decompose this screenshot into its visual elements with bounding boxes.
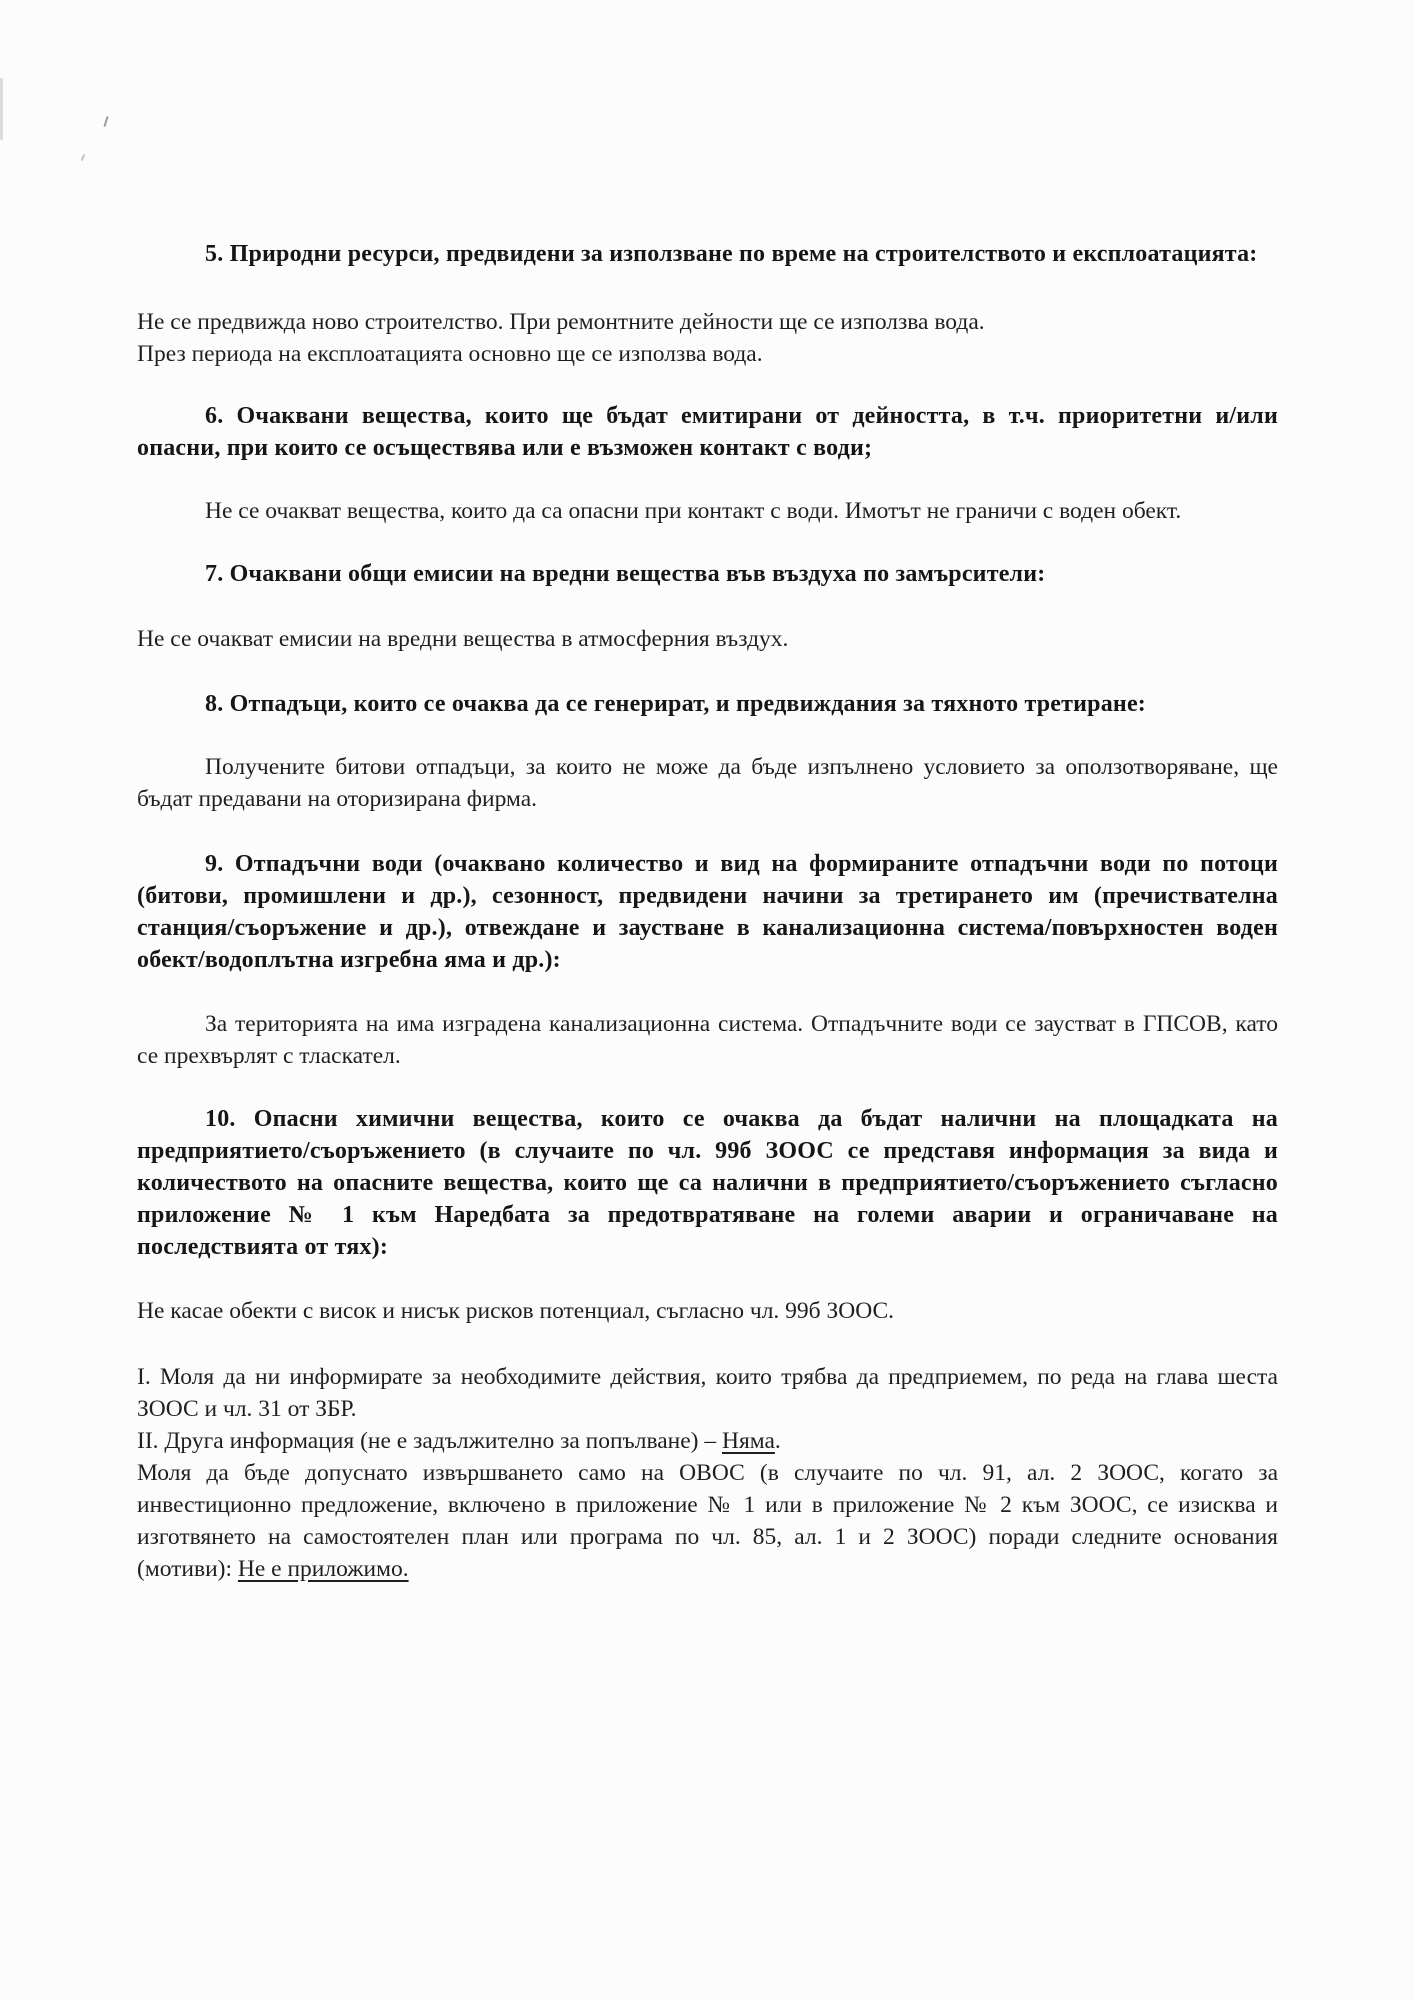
- closing-item-2-period: .: [774, 1428, 781, 1454]
- scan-artifact-mark: [81, 154, 86, 161]
- section-9-heading: 9. Отпадъчни води (очаквано количество и вид на формираните отпадъчни води по потоци (битови, промишлени и др.), сезонност, предвидени начини за третирането им (пречиствателна станция/съоръжение и др.), отвеждане и заустване в канализационна система/повърхностен воден обект/водоплътна изгребна яма и др.):: [137, 851, 1278, 973]
- section-8-heading: 8. Отпадъци, които се очаква да се генерират, и предвиждания за тяхното третиране:: [205, 691, 1146, 717]
- section-6-body: Не се очакват вещества, които да са опасни при контакт с води. Имотът не граничи с воден обект.: [205, 498, 1182, 524]
- section-10-heading: 10. Опасни химични вещества, които се очаква да бъдат налични на площадката на предприятието/съоръжението (в случаите по чл. 99б ЗООС се представя информация за вида и количеството на опасните вещества, които ще са налични в предприятието/съоръжението съгласно приложение № 1 към Наредбата за предотвратяване на големи аварии и ограничаване на последствията от тях):: [137, 1106, 1278, 1260]
- section-7-body: Не се очакват емисии на вредни вещества в атмосферния въздух.: [137, 626, 789, 652]
- closing-item-2-label: II. Друга информация (не е задължително за попълване) –: [137, 1428, 722, 1454]
- section-5-body-line-1: Не се предвижда ново строителство. При ремонтните дейности ще се използва вода.: [137, 309, 985, 335]
- scan-artifact-mark: [103, 116, 108, 127]
- closing-item-2: [137, 1425, 1278, 1457]
- section-6-heading: 6. Очаквани вещества, които ще бъдат емитирани от дейността, в т.ч. приоритетни и/или опасни, при които се осъществява или е възможен контакт с води;: [137, 403, 1278, 461]
- section-10-body: Не касае обекти с висок и нисък рисков потенциал, съгласно чл. 99б ЗООС.: [137, 1298, 895, 1324]
- section-5-body-line-2: През периода на експлоатацията основно ще се използва вода.: [137, 341, 763, 367]
- section-9-body: За територията на има изградена канализационна система. Отпадъчните води се заустват в ГПСОВ, като се прехвърлят с тласкател.: [137, 1011, 1278, 1069]
- closing-request-text: Моля да бъде допуснато извършването само на ОВОС (в случаите по чл. 91, ал. 2 ЗООС, когато за инвестиционно предложение, включено в приложение № 1 или в приложение № 2 към ЗООС, се изисква и изготвянето на самостоятелен план или програма по чл. 85, ал. 1 и 2 ЗООС) поради следните основания (мотиви):: [137, 1460, 1278, 1582]
- closing-request: [137, 1457, 1278, 1585]
- section-7-heading: 7. Очаквани общи емисии на вредни вещества във въздуха по замърсители:: [205, 561, 1046, 587]
- closing-item-1: I. Моля да ни информирате за необходимите действия, които трябва да предприемем, по реда на глава шеста ЗООС и чл. 31 от ЗБР.: [137, 1364, 1278, 1422]
- document-content: [137, 238, 1278, 1585]
- closing-item-2-answer: Няма: [722, 1428, 775, 1454]
- section-5-body: [137, 306, 1278, 370]
- section-5-heading: 5. Природни ресурси, предвидени за използване по време на строителството и експлоатацията:: [205, 241, 1258, 267]
- scan-artifact-edge: [0, 78, 3, 140]
- section-8-body: Получените битови отпадъци, за които не може да бъде изпълнено условието за оползотворяване, ще бъдат предавани на оторизирана фирма.: [137, 754, 1278, 812]
- closing-request-answer: Не е приложимо.: [237, 1556, 409, 1582]
